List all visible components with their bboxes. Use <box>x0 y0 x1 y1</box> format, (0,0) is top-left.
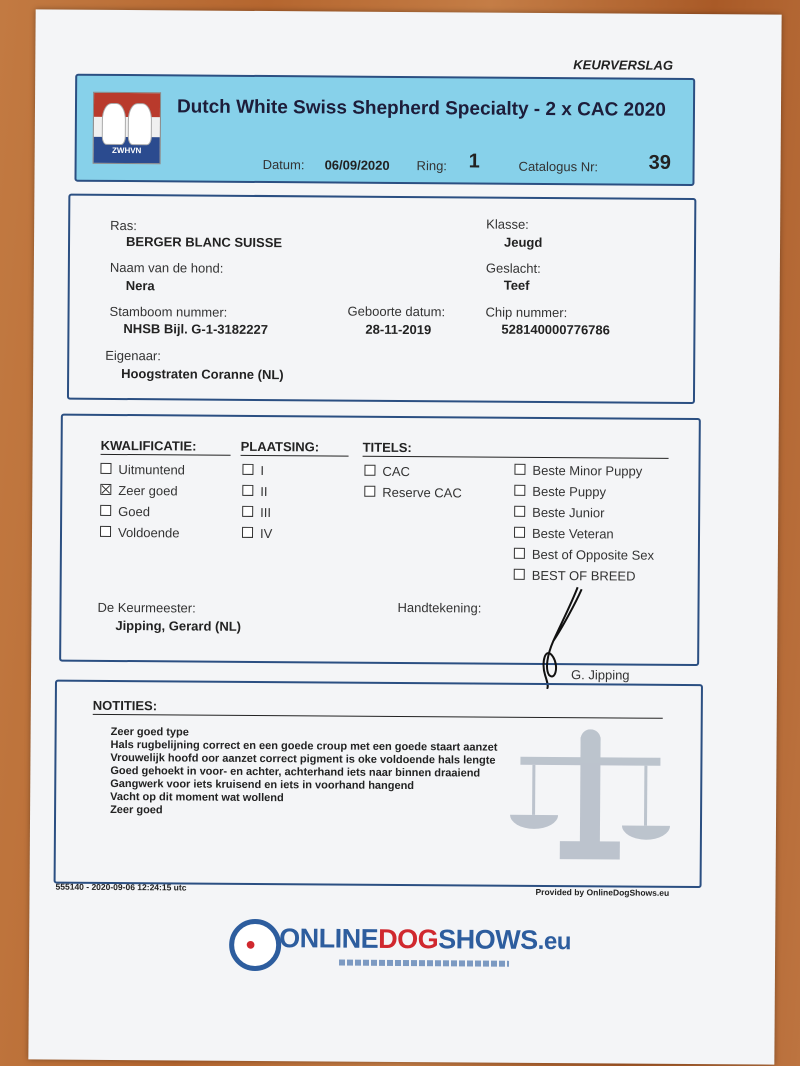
report-type: KEURVERSLAG <box>573 57 674 73</box>
notes-header: NOTITIES: <box>93 698 663 719</box>
stamboom-value: NHSB Bijl. G-1-3182227 <box>123 321 269 338</box>
club-logo <box>93 92 162 164</box>
geslacht-label: Geslacht: <box>485 260 541 276</box>
plaatsing-list <box>242 463 273 547</box>
keurmeester-label: De Keurmeester: <box>97 599 196 616</box>
ring-label: Ring: <box>416 158 448 174</box>
note-line: Goed gehoekt in voor- en achter, achterhand iets naar binnen draaiend <box>110 764 481 780</box>
titel-reserve-cac[interactable]: Reserve CAC <box>364 485 462 507</box>
titel-best-of-opposite-sex[interactable]: Best of Opposite Sex <box>514 547 654 569</box>
checkbox-icon[interactable] <box>100 463 111 474</box>
checkbox-icon[interactable] <box>514 548 525 559</box>
catalogus-label: Catalogus Nr: <box>518 158 599 175</box>
brand-tagline <box>339 960 509 967</box>
plaatsing-i[interactable]: I <box>242 463 272 484</box>
checkbox-icon[interactable] <box>514 464 525 475</box>
event-header <box>74 74 695 186</box>
checkbox-icon[interactable] <box>514 506 525 517</box>
eigenaar-label: Eigenaar: <box>105 347 161 364</box>
klasse-label: Klasse: <box>486 216 529 232</box>
titels-header: TITELS: <box>363 440 669 459</box>
titels-list-b <box>514 463 655 590</box>
titel-best-of-breed[interactable]: BEST OF BREED <box>514 568 654 590</box>
paw-circle-icon <box>229 919 281 971</box>
checkbox-checked-icon[interactable] <box>100 484 111 495</box>
plaatsing-ii[interactable]: II <box>242 484 272 505</box>
kwalificatie-zeer-goed[interactable]: Zeer goed <box>100 483 185 505</box>
signature-name: G. Jipping <box>570 667 630 683</box>
titel-beste-minor-puppy[interactable]: Beste Minor Puppy <box>514 463 654 485</box>
notes-content <box>110 726 498 820</box>
titel-cac[interactable]: CAC <box>364 464 462 486</box>
onlinedogshows-logo <box>229 915 572 985</box>
note-line: Vrouwelijk hoofd oor aanzet correct pigment is oke voldoende hals lengte <box>110 751 496 767</box>
catalogus-value: 39 <box>648 151 671 174</box>
chip-value: 528140000776786 <box>501 321 610 338</box>
checkbox-icon[interactable] <box>514 569 525 580</box>
checkbox-icon[interactable] <box>242 527 253 538</box>
checkbox-icon[interactable] <box>364 486 375 497</box>
titel-beste-junior[interactable]: Beste Junior <box>514 505 654 527</box>
footer-provided-by: Provided by OnlineDogShows.eu <box>535 886 670 898</box>
stamboom-label: Stamboom nummer: <box>109 303 228 320</box>
kwalificatie-voldoende[interactable]: Voldoende <box>100 525 185 547</box>
paw-icon: ● <box>245 933 257 954</box>
event-title: Dutch White Swiss Shepherd Specialty - 2 x CAC 2020 <box>176 96 666 121</box>
kwalificatie-uitmuntend[interactable]: Uitmuntend <box>100 462 185 484</box>
note-line: Zeer goed <box>110 803 163 817</box>
keurmeester-value: Jipping, Gerard (NL) <box>115 617 242 634</box>
checkbox-icon[interactable] <box>242 506 253 517</box>
scales-watermark-icon <box>500 729 681 870</box>
note-line: Gangwerk voor iets kruisend en iets in voorhand hangend <box>110 777 415 793</box>
naam-label: Naam van de hond: <box>109 259 224 276</box>
chip-label: Chip nummer: <box>485 304 568 321</box>
note-line: Zeer goed type <box>110 725 189 739</box>
brand-wordmark: ONLINEDOGSHOWS.eu <box>279 923 572 956</box>
checkbox-icon[interactable] <box>514 527 525 538</box>
geboorte-value: 28-11-2019 <box>365 321 432 338</box>
checkbox-icon[interactable] <box>242 485 253 496</box>
ras-value: BERGER BLANC SUISSE <box>126 234 283 251</box>
ras-label: Ras: <box>110 217 137 234</box>
checkbox-icon[interactable] <box>242 464 253 475</box>
datum-value: 06/09/2020 <box>324 157 390 173</box>
checkbox-icon[interactable] <box>100 526 111 537</box>
klasse-value: Jeugd <box>504 234 543 250</box>
titels-list-a <box>364 464 462 507</box>
geslacht-value: Teef <box>503 277 530 293</box>
note-line: Hals rugbelijning correct en een goede croup met een goede staart aanzet <box>110 738 498 754</box>
checkbox-icon[interactable] <box>364 465 375 476</box>
checkbox-icon[interactable] <box>100 505 111 516</box>
kwalificatie-goed[interactable]: Goed <box>100 504 185 526</box>
judging-box <box>59 414 701 666</box>
geboorte-label: Geboorte datum: <box>347 303 446 320</box>
eigenaar-value: Hoogstraten Coranne (NL) <box>121 366 284 383</box>
checkbox-icon[interactable] <box>514 485 525 496</box>
handtekening-label: Handtekening: <box>397 599 482 616</box>
judging-report-sheet <box>28 9 781 1064</box>
datum-label: Datum: <box>262 156 305 173</box>
plaatsing-iv[interactable]: IV <box>242 526 272 547</box>
club-logo-text: ZWHVN <box>111 145 142 156</box>
ring-value: 1 <box>468 150 480 173</box>
notes-box <box>54 680 703 889</box>
titel-beste-veteran[interactable]: Beste Veteran <box>514 526 654 548</box>
naam-value: Nera <box>125 278 155 294</box>
titel-beste-puppy[interactable]: Beste Puppy <box>514 484 654 506</box>
footer-id-timestamp: 555140 - 2020-09-06 12:24:15 utc <box>55 881 187 893</box>
plaatsing-iii[interactable]: III <box>242 505 272 526</box>
note-line: Vacht op dit moment wat wollend <box>110 790 284 805</box>
dog-info-box <box>67 194 696 404</box>
plaatsing-header: PLAATSING: <box>241 439 349 457</box>
kwalificatie-header: KWALIFICATIE: <box>101 438 231 456</box>
kwalificatie-list <box>100 462 185 547</box>
